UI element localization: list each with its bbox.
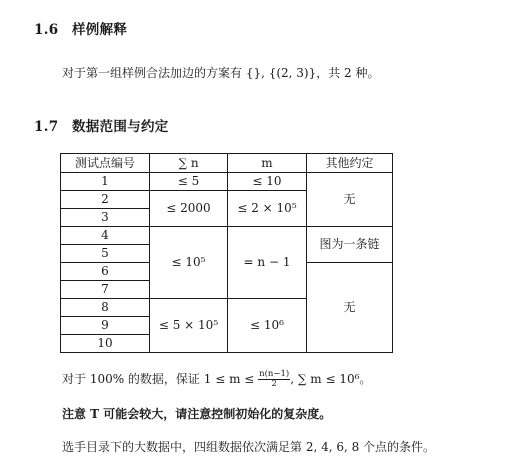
section-title: 数据范围与约定 (72, 119, 169, 135)
guarantee-suffix: , ∑ m ≤ 10⁶。 (290, 372, 372, 386)
footer-text: 选手目录下的大数据中，四组数据依次满足第 2, 4, 6, 8 个点的条件。 (62, 440, 436, 454)
sum-n-cell: ≤ 5 × 10⁵ (150, 299, 228, 353)
sample-explanation-text: 对于第一组样例合法加边的方案有 {}, {(2, 3)}，共 2 种。 (62, 66, 380, 80)
m-cell: = n − 1 (228, 227, 307, 299)
section-title: 样例解释 (72, 22, 128, 38)
section-heading-constraints (34, 115, 169, 135)
testcase-id: 10 (61, 335, 150, 353)
guarantee-prefix: 对于 100% 的数据，保证 1 ≤ m ≤ (62, 372, 259, 386)
sum-n-cell: ≤ 2000 (150, 191, 228, 227)
table-row (61, 227, 393, 245)
testcase-id: 7 (61, 281, 150, 299)
other-cell: 无 (307, 263, 393, 353)
fraction-denominator: 2 (271, 379, 277, 389)
header-sum-n: ∑ n (150, 154, 228, 173)
m-cell: ≤ 10 (228, 173, 307, 191)
fraction-numerator: n(n−1) (259, 369, 290, 379)
testcase-id: 3 (61, 209, 150, 227)
section-heading-sample-explanation (34, 18, 127, 38)
fraction (258, 370, 290, 389)
m-cell: ≤ 2 × 10⁵ (228, 191, 307, 227)
table-row (61, 173, 393, 191)
other-cell: 图为一条链 (307, 227, 393, 263)
header-testcase: 测试点编号 (61, 154, 150, 173)
testcase-id: 6 (61, 263, 150, 281)
guarantee-text (62, 370, 371, 389)
constraints-table (60, 153, 393, 353)
testcase-id: 5 (61, 245, 150, 263)
sum-n-cell: ≤ 10⁵ (150, 227, 228, 299)
testcase-id: 4 (61, 227, 150, 245)
header-m: m (228, 154, 307, 173)
testcase-id: 8 (61, 299, 150, 317)
section-number: 1.6 (34, 22, 59, 38)
section-number: 1.7 (34, 119, 59, 135)
header-other: 其他约定 (307, 154, 393, 173)
testcase-id: 2 (61, 191, 150, 209)
testcase-id: 1 (61, 173, 150, 191)
table-header-row (61, 154, 393, 173)
m-cell: ≤ 10⁶ (228, 299, 307, 353)
note-text: 注意 T 可能会较大，请注意控制初始化的复杂度。 (62, 407, 332, 421)
other-cell: 无 (307, 173, 393, 227)
testcase-id: 9 (61, 317, 150, 335)
sum-n-cell: ≤ 5 (150, 173, 228, 191)
